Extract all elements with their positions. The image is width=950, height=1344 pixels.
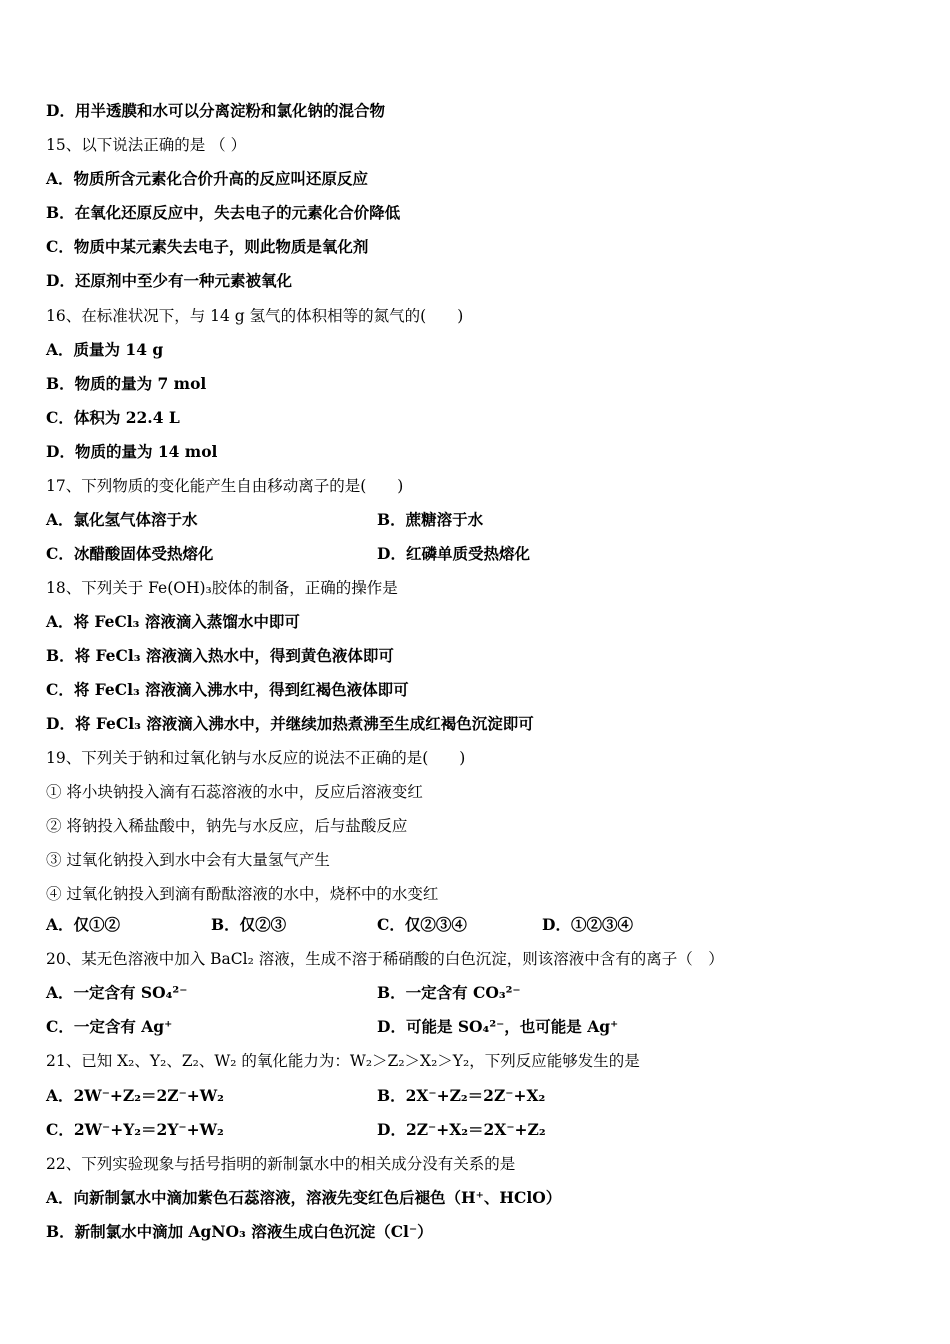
question-16: 16、在标准状况下，与 14 g 氢气的体积相等的氮气的( )	[46, 307, 464, 325]
q19-option-b: B．仅②③	[211, 915, 287, 934]
q22-option-b: B．新制氯水中滴加 AgNO₃ 溶液生成白色沉淀（Cl⁻）	[46, 1222, 433, 1241]
q20-option-c: C．一定含有 Ag⁺	[46, 1017, 173, 1036]
q15-option-a: A．物质所含元素化合价升高的反应叫还原反应	[46, 169, 369, 188]
q20-option-a: A．一定含有 SO₄²⁻	[46, 983, 188, 1002]
q17-option-a: A．氯化氢气体溶于水	[46, 510, 198, 529]
q18-option-a: A．将 FeCl₃ 溶液滴入蒸馏水中即可	[46, 612, 300, 631]
q19-option-c: C．仅②③④	[377, 915, 467, 934]
question-19: 19、下列关于钠和过氧化钠与水反应的说法不正确的是( )	[46, 749, 466, 767]
q15-option-b: B．在氧化还原反应中，失去电子的元素化合价降低	[46, 203, 401, 222]
question-17: 17、下列物质的变化能产生自由移动离子的是( )	[46, 477, 404, 495]
q16-option-a: A．质量为 14 g	[46, 340, 164, 359]
q16-option-b: B．物质的量为 7 mol	[46, 374, 207, 393]
q19-option-a: A．仅①②	[46, 915, 121, 934]
q19-statement-4: ④ 过氧化钠投入到滴有酚酞溶液的水中，烧杯中的水变红	[46, 885, 439, 903]
q21-option-d: D．2Z⁻+X₂＝2X⁻+Z₂	[377, 1120, 546, 1139]
question-15: 15、以下说法正确的是 （ ）	[46, 136, 247, 154]
q16-option-d: D．物质的量为 14 mol	[46, 442, 218, 461]
question-21: 21、已知 X₂、Y₂、Z₂、W₂ 的氧化能力为：W₂＞Z₂＞X₂＞Y₂，下列反应能够发生的是	[46, 1052, 640, 1070]
q22-option-a: A．向新制氯水中滴加紫色石蕊溶液，溶液先变红色后褪色（H⁺、HClO）	[46, 1188, 562, 1207]
q18-option-c: C．将 FeCl₃ 溶液滴入沸水中，得到红褐色液体即可	[46, 680, 409, 699]
q19-option-d: D．①②③④	[542, 915, 633, 934]
q19-statement-3: ③ 过氧化钠投入到水中会有大量氢气产生	[46, 851, 330, 869]
q15-option-d: D．还原剂中至少有一种元素被氧化	[46, 271, 292, 290]
q20-option-d: D．可能是 SO₄²⁻，也可能是 Ag⁺	[377, 1017, 619, 1036]
q21-option-c: C．2W⁻+Y₂＝2Y⁻+W₂	[46, 1120, 224, 1139]
q21-option-a: A．2W⁻+Z₂＝2Z⁻+W₂	[46, 1086, 224, 1105]
q14-option-d: D．用半透膜和水可以分离淀粉和氯化钠的混合物	[46, 101, 385, 120]
q17-option-d: D．红磷单质受热熔化	[377, 544, 530, 563]
q19-statement-2: ② 将钠投入稀盐酸中，钠先与水反应，后与盐酸反应	[46, 817, 408, 835]
q15-option-c: C．物质中某元素失去电子，则此物质是氧化剂	[46, 237, 369, 256]
question-22: 22、下列实验现象与括号指明的新制氯水中的相关成分没有关系的是	[46, 1155, 516, 1173]
q17-option-c: C．冰醋酸固体受热熔化	[46, 544, 214, 563]
q18-option-d: D．将 FeCl₃ 溶液滴入沸水中，并继续加热煮沸至生成红褐色沉淀即可	[46, 714, 534, 733]
q17-option-b: B．蔗糖溶于水	[377, 510, 484, 529]
q16-option-c: C．体积为 22.4 L	[46, 408, 180, 427]
question-18: 18、下列关于 Fe(OH)₃胶体的制备，正确的操作是	[46, 579, 398, 597]
q18-option-b: B．将 FeCl₃ 溶液滴入热水中，得到黄色液体即可	[46, 646, 394, 665]
q21-option-b: B．2X⁻+Z₂＝2Z⁻+X₂	[377, 1086, 546, 1105]
q19-statement-1: ① 将小块钠投入滴有石蕊溶液的水中，反应后溶液变红	[46, 783, 423, 801]
question-20: 20、某无色溶液中加入 BaCl₂ 溶液，生成不溶于稀硝酸的白色沉淀，则该溶液中含有的离子（ ）	[46, 950, 724, 968]
q20-option-b: B．一定含有 CO₃²⁻	[377, 983, 521, 1002]
